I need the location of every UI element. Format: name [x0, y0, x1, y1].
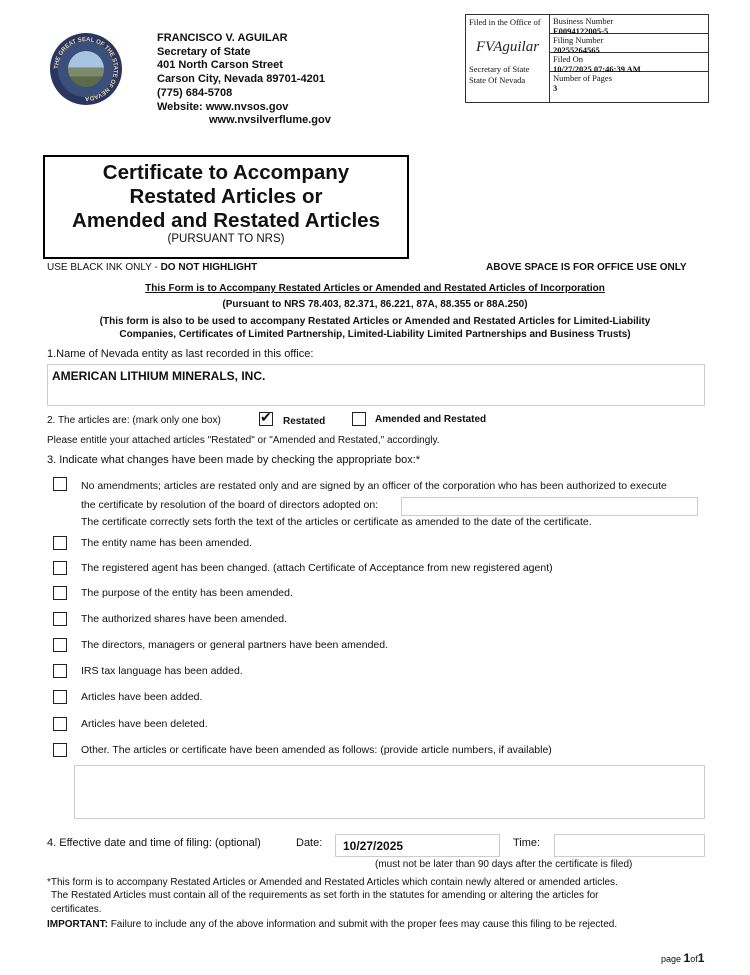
- seal-lettering: [50, 33, 122, 105]
- date-label: Date:: [296, 837, 323, 849]
- filing-number-label: Filing Number: [553, 35, 604, 45]
- purpose-amended-checkbox[interactable]: [53, 586, 67, 600]
- ink-note: [47, 262, 257, 273]
- section1-label: 1.Name of Nevada entity as last recorded in this office:: [47, 348, 314, 360]
- title-line3: Amended and Restated Articles: [72, 209, 380, 232]
- website-secondary: www.nvsilverflume.gov: [209, 114, 331, 127]
- pages-label: Number of Pages: [553, 73, 613, 83]
- official-name: FRANCISCO V. AGUILAR: [157, 32, 288, 44]
- address-line2: Carson City, Nevada 89701-4201: [157, 73, 325, 86]
- filing-number-cell: [550, 34, 708, 53]
- entity-name-amended-checkbox[interactable]: [53, 536, 67, 550]
- filed-in-label: Filed in the Office of: [469, 17, 541, 27]
- shares-amended-label: The authorized shares have been amended.: [81, 613, 288, 625]
- ink-note-bold: DO NOT HIGHLIGHT: [160, 262, 258, 273]
- page-of: of: [690, 954, 698, 964]
- official-title: Secretary of State: [157, 45, 251, 58]
- articles-deleted-checkbox[interactable]: [53, 717, 67, 731]
- filed-on-cell: [550, 53, 708, 72]
- secretary-info: [157, 32, 331, 128]
- footnote-line2: The Restated Articles must contain all of the requirements as set forth in the statutes for amending or altering the articles for: [51, 890, 599, 901]
- pursuant-line: (Pursuant to NRS 78.403, 82.371, 86.221, 87A, 88.355 or 88A.250): [222, 299, 528, 310]
- also-used-line2: Companies, Certificates of Limited Partnership, Limited-Liability Limited Partnerships and Business Trusts): [119, 329, 631, 340]
- time-label: Time:: [513, 837, 541, 849]
- business-number-label: Business Number: [553, 16, 614, 26]
- footnote-line1: *This form is to accompany Restated Articles or Amended and Restated Articles which contain newly altered or amended articles.: [47, 877, 618, 888]
- no-amendments-line2: the certificate by resolution of the board of directors adopted on:: [81, 499, 379, 511]
- filing-number: 20255264565: [553, 45, 600, 55]
- date-field[interactable]: [335, 834, 500, 857]
- no-amendments-checkbox[interactable]: [53, 477, 67, 491]
- title-line1: Certificate to Accompany: [102, 161, 350, 184]
- office-line1: Secretary of State: [469, 64, 530, 74]
- entity-name-value: AMERICAN LITHIUM MINERALS, INC.: [52, 369, 266, 383]
- filed-on-label: Filed On: [553, 54, 583, 64]
- ink-note-text: USE BLACK INK ONLY -: [47, 262, 161, 273]
- title-line2: Restated Articles or: [129, 185, 323, 208]
- articles-added-label: Articles have been added.: [81, 691, 203, 703]
- filing-stamp-box: [465, 14, 709, 103]
- other-amendment-textarea[interactable]: [74, 765, 705, 819]
- time-field[interactable]: [554, 834, 705, 857]
- articles-added-checkbox[interactable]: [53, 690, 67, 704]
- business-number-cell: [550, 15, 708, 34]
- footnote-line3: certificates.: [51, 904, 102, 915]
- purpose-amended-label: The purpose of the entity has been amended.: [81, 587, 293, 599]
- date-limit-note: (must not be later than 90 days after the certificate is filed): [375, 859, 633, 870]
- resolution-date-field[interactable]: [401, 497, 698, 516]
- articles-deleted-label: Articles have been deleted.: [81, 718, 208, 730]
- registered-agent-checkbox[interactable]: [53, 561, 67, 575]
- other-amendment-label: Other. The articles or certificate have been amended as follows: (provide article numbers, if available): [81, 744, 552, 756]
- registered-agent-label: The registered agent has been changed. (attach Certificate of Acceptance from new registered agent): [81, 562, 553, 574]
- title-subtitle: (PURSUANT TO NRS): [167, 233, 285, 245]
- irs-language-label: IRS tax language has been added.: [81, 665, 243, 677]
- entity-name-field[interactable]: [47, 364, 705, 406]
- amended-restated-label: Amended and Restated: [375, 414, 487, 425]
- restated-checkbox[interactable]: [259, 412, 273, 426]
- nevada-state-seal: [50, 33, 122, 105]
- business-number: E0094122005-5: [553, 26, 609, 36]
- signature-image: [472, 29, 542, 59]
- pages-count: 3: [553, 83, 558, 93]
- amended-restated-checkbox[interactable]: [352, 412, 366, 426]
- page-current: 1: [683, 951, 691, 965]
- directors-amended-label: The directors, managers or general partners have been amended.: [81, 639, 389, 651]
- form-title-box: [43, 155, 409, 259]
- section4-label: 4. Effective date and time of filing: (optional): [47, 837, 261, 849]
- entitle-note: Please entitle your attached articles "Restated" or "Amended and Restated," accordingly.: [47, 435, 440, 446]
- address-line1: 401 North Carson Street: [157, 59, 283, 72]
- website-primary: Website: www.nvsos.gov: [157, 100, 289, 113]
- page-total: 1: [697, 951, 705, 965]
- page-number: [661, 951, 704, 965]
- signature-text: FVAguilar: [476, 39, 540, 55]
- section2-label: 2. The articles are: (mark only one box): [47, 415, 221, 426]
- pages-cell: [550, 72, 708, 91]
- filed-on: 10/27/2025 07:46:39 AM: [553, 64, 641, 74]
- office-use-note: ABOVE SPACE IS FOR OFFICE USE ONLY: [486, 262, 687, 273]
- phone: (775) 684-5708: [157, 86, 233, 99]
- shares-amended-checkbox[interactable]: [53, 612, 67, 626]
- seal-text: THE GREAT SEAL OF THE STATE OF NEVADA: [53, 36, 119, 102]
- restated-label: Restated: [283, 416, 326, 427]
- date-value: 10/27/2025: [343, 839, 404, 853]
- entity-name-amended-label: The entity name has been amended.: [81, 537, 253, 549]
- page-prefix: page: [661, 954, 682, 964]
- form-purpose: This Form is to Accompany Restated Articles or Amended and Restated Articles of Incorporation: [145, 283, 605, 294]
- other-amendment-checkbox[interactable]: [53, 743, 67, 757]
- office-line2: State Of Nevada: [469, 75, 526, 85]
- no-amendments-line3: The certificate correctly sets forth the text of the articles or certificate as amended to the date of the certificate.: [81, 516, 592, 528]
- section3-label: 3. Indicate what changes have been made by checking the appropriate box:*: [47, 454, 421, 466]
- important-label: IMPORTANT:: [47, 919, 108, 930]
- important-note: [47, 919, 617, 930]
- no-amendments-line1: No amendments; articles are restated only and are signed by an officer of the corporation who has been authorized to execute: [81, 480, 667, 492]
- also-used-line1: (This form is also to be used to accompany Restated Articles or Amended and Restated Articles for Limited-Liability: [99, 316, 651, 327]
- svg-text:THE GREAT SEAL OF THE STATE OF: [54, 37, 118, 101]
- irs-language-checkbox[interactable]: [53, 664, 67, 678]
- important-text: Failure to include any of the above information and submit with the proper fees may cause this filing to be rejected.: [107, 919, 618, 930]
- directors-amended-checkbox[interactable]: [53, 638, 67, 652]
